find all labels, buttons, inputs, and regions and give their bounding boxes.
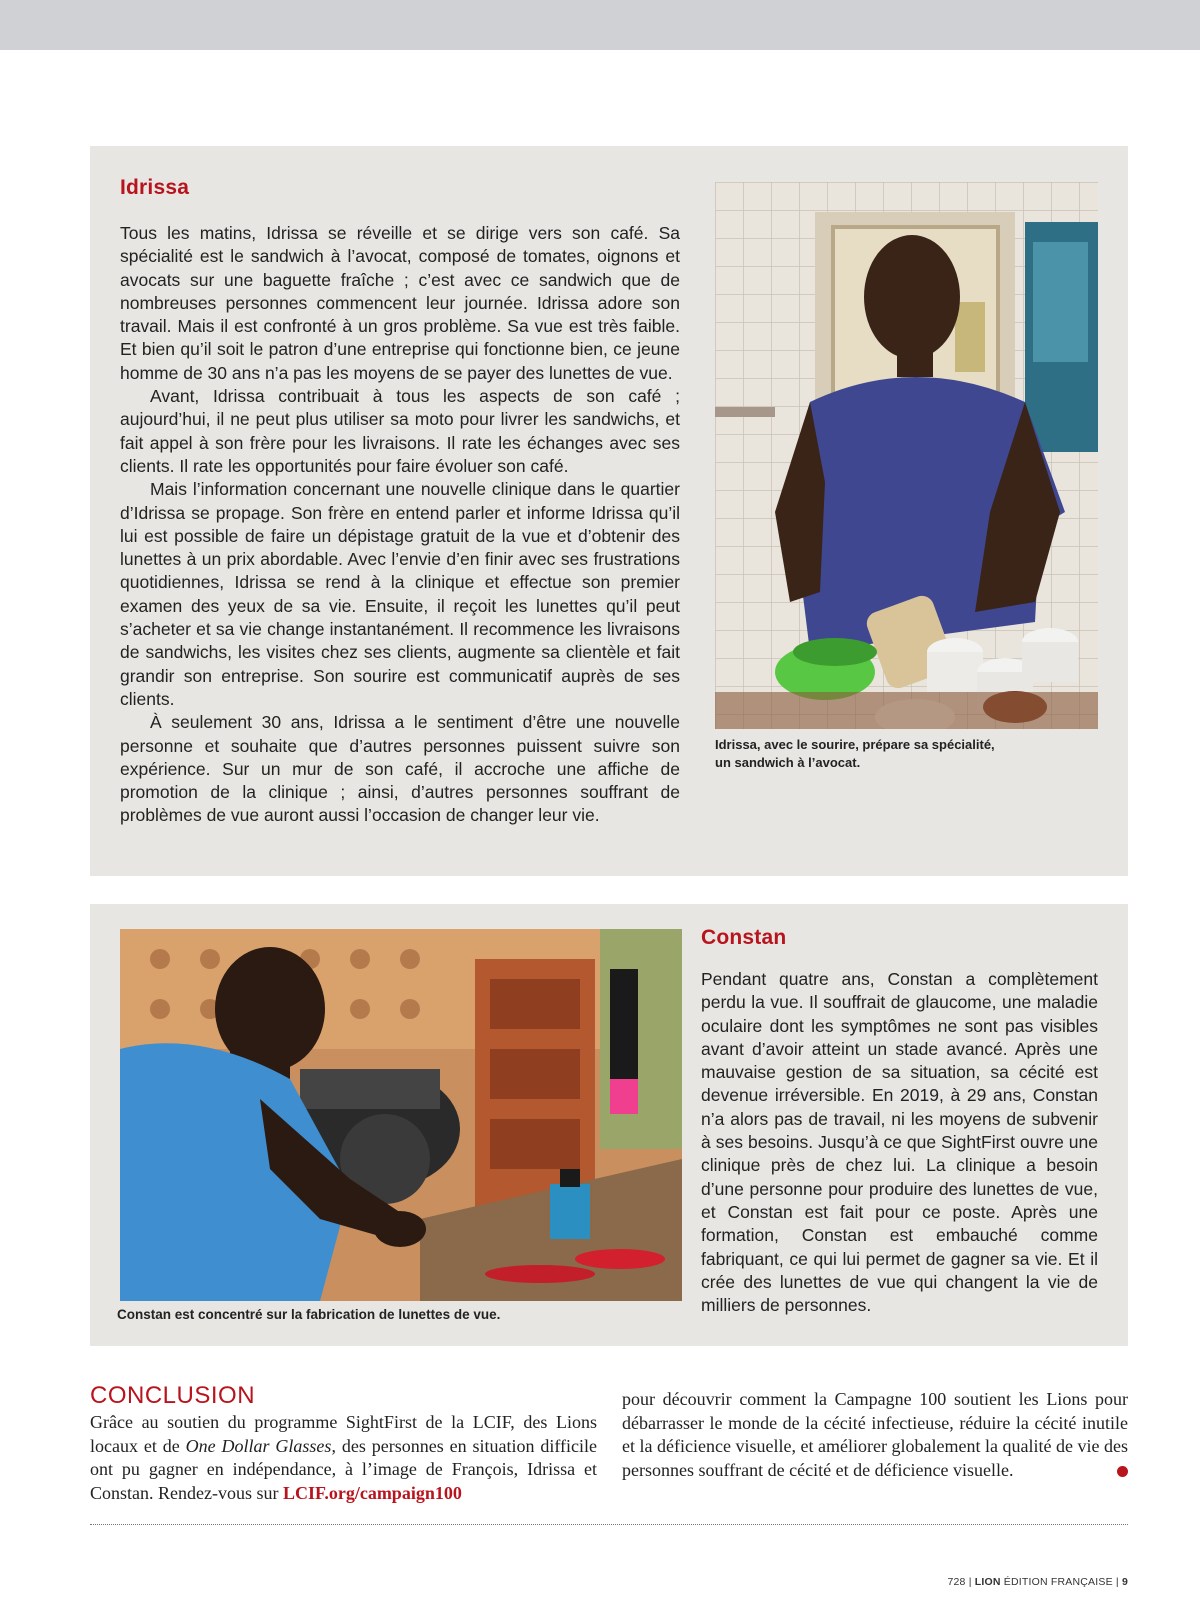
conclusion-text-1: Grâce au soutien du programme SightFirst de la LCIF, des Lions locaux et de	[90, 1412, 597, 1456]
conclusion-title: CONCLUSION	[90, 1382, 256, 1409]
lcif-campaign-link[interactable]: LCIF.org/campaign100	[282, 1482, 462, 1503]
idrissa-paragraph-4: À seulement 30 ans, Idrissa a le sentiment d’être une nouvelle personne et souhaite que d’autres personnes puissent suivre son expérience. Sur un mur de son café, il accroche une affiche de promotion de la clinique ; ainsi, d’autres personnes souffrant de problèmes de vue auront aussi l’occasion de changer leur vie.	[120, 712, 680, 826]
end-mark-dot	[1117, 1466, 1128, 1477]
constan-paragraph: Pendant quatre ans, Constan a complètement perdu la vue. Il souffrait de glaucome, une maladie oculaire dont les symptômes ne sont pas visibles avant d’avoir atteint un stade avancé. Après une mauvaise gestion de sa situation, sa cécité est devenue irréversible. En 2019, à 29 ans, Constan n’a alors pas de travail, ni les moyens de subvenir à ses besoins. Jusqu’à ce que SightFirst ouvre une clinique près de chez lui. La clinique a besoin d’une personne pour produire des lunettes de vue, et Constan est fait pour ce poste. Après une formation, Constan est embauché comme fabriquant, ce qui lui permet de gagner sa vie. Et il crée des lunettes de vue qui changent la vie de milliers de personnes.	[701, 969, 1098, 1316]
idrissa-caption-line-1: Idrissa, avec le sourire, prépare sa spécialité,	[715, 737, 995, 752]
idrissa-paragraph-1: Tous les matins, Idrissa se réveille et se dirige vers son café. Sa spécialité est le sandwich à l’avocat, composé de tomates, oignons et avocats sur une baguette fraîche ; c’est avec ce sandwich que de nombreuses personnes commencent leur journée. Idrissa adore son travail. Mais il est confronté à un gros problème. Sa vue est très faible. Et bien qu’il soit le patron d’une entreprise qui fonctionne bien, ce jeune homme de 30 ans n’a pas les moyens de se payer des lunettes de vue.	[120, 223, 680, 383]
conclusion-text-3: pour découvrir comment la Campagne 100 soutient les Lions pour débarrasser le monde de la cécité infectieuse, réduire la cécité inutile et la déficience visuelle, et améliorer globalement la qualité de vie des personnes souffrant de cécité et de déficience visuelle.	[622, 1389, 1128, 1480]
magazine-brand: LION	[974, 1576, 1001, 1588]
conclusion-column-2	[622, 1388, 1128, 1482]
idrissa-section	[90, 146, 1128, 876]
constan-body	[701, 968, 1098, 1317]
constan-caption: Constan est concentré sur la fabrication de lunettes de vue.	[117, 1307, 501, 1322]
conclusion-column-1	[90, 1411, 597, 1505]
idrissa-paragraph-2: Avant, Idrissa contribuait à tous les aspects de son café ; aujourd’hui, il ne peut plus utiliser sa moto pour livrer les sandwichs, et fait appel à son frère pour les livraisons. Il rate les échanges avec ses clients. Il rate les opportunités pour faire évoluer son café.	[120, 386, 680, 476]
page-number: 9	[1121, 1576, 1128, 1588]
constan-photo	[120, 929, 682, 1301]
idrissa-body	[120, 222, 680, 828]
constan-section	[90, 904, 1128, 1346]
idrissa-photo	[715, 182, 1098, 729]
idrissa-caption-line-2: un sandwich à l’avocat.	[715, 755, 861, 770]
conclusion-text-2: , des personnes en situation difficile ont pu gagner en indépendance, à l’image de François, Idrissa et Constan. Rendez-vous sur	[90, 1435, 598, 1503]
constan-title: Constan	[701, 926, 787, 949]
page-footer: 728 | LION ÉDITION FRANÇAISE | 9	[947, 1576, 1128, 1588]
dotted-rule	[90, 1524, 1128, 1525]
idrissa-title: Idrissa	[120, 176, 190, 199]
one-dollar-glasses: One Dollar Glasses	[185, 1435, 332, 1456]
top-band	[0, 0, 1200, 50]
edition-label: ÉDITION FRANÇAISE	[1003, 1576, 1113, 1588]
idrissa-caption	[715, 736, 1098, 772]
idrissa-paragraph-3: Mais l’information concernant une nouvelle clinique dans le quartier d’Idrissa se propage. Son frère en entend parler et informe Idrissa qu’il lui est possible de faire un dépistage gratuit de la vue et d’obtenir des lunettes à un prix abordable. Avec l’envie d’en finir avec ses frustrations quotidiennes, Idrissa se rend à la clinique et effectue son premier examen des yeux de sa vie. Ensuite, il reçoit les lunettes qu’il peut s’acheter et sa vie change instantanément. Il recommence les livraisons de sandwichs, les visites chez ses clients, augmente sa clientèle et fait grandir son entreprise. Son sourire est communicatif auprès de ses clients.	[120, 479, 680, 709]
issue-number: 728	[947, 1576, 966, 1588]
